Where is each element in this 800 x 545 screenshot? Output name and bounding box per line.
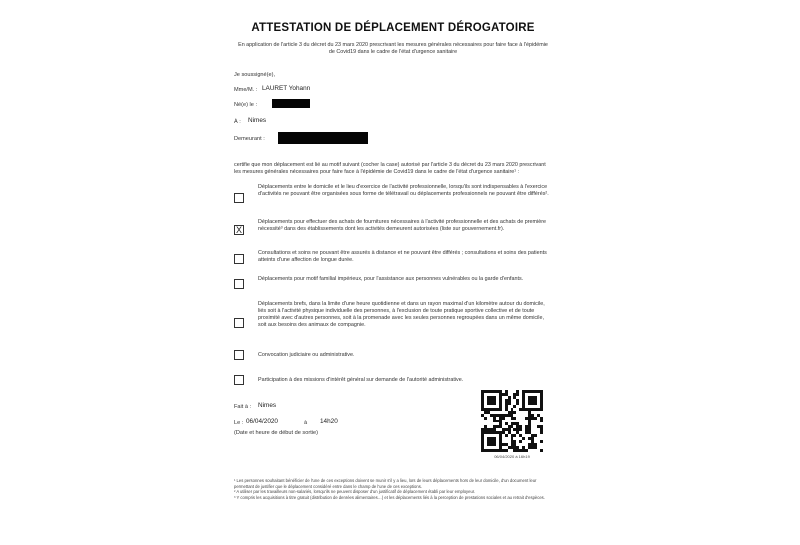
residing-label: Demeurant :	[234, 136, 265, 142]
attestation-page	[228, 12, 558, 540]
checkbox-exercise[interactable]	[234, 318, 244, 328]
form-intro: En application de l'article 3 du décret du 23 mars 2020 prescrivant les mesures générales nécessaires pour faire face à l'épidémie de Covid19 dans le cadre de l'état d'urgence sanitaire	[238, 42, 548, 55]
date-value: 06/04/2020	[246, 418, 278, 425]
made-at-label: Fait à :	[234, 404, 252, 410]
qr-code	[481, 390, 543, 452]
undersigned-label: Je soussigné(e),	[234, 72, 276, 78]
footnote-3: ³ Y compris les acquisitions à titre gratuit (distribution de denrées alimentaires…) et les déplacements liés à la perception de prestations sociales et au retrait d'espèces.	[234, 494, 545, 500]
redacted-birthdate	[272, 99, 310, 108]
option-text: Déplacements entre le domicile et le lieu d'exercice de l'activité professionnelle, lorsqu'ils sont indispensables à l'exercice d'activités ne pouvant être organisées sous forme de télétravail ou déplacements professionnels ne pouvant être différés².	[258, 184, 549, 197]
option-text: Convocation judiciaire ou administrative.	[258, 352, 355, 358]
name-label: Mme/M. :	[234, 87, 258, 93]
option-text: Déplacements brefs, dans la limite d'une heure quotidienne et dans un rayon maximal d'un kilomètre autour du domicile, liés soit à l'activité physique individuelle des personnes, à l'exclusion de toute pratique sportive collective et de toute proximité avec d'autres personnes, soit à la promenade avec les seules personnes regroupées dans un même domicile, soit aux besoins des animaux de compagnie.	[258, 301, 545, 328]
certify-text: certifie que mon déplacement est lié au motif suivant (cocher la case) autorisé par l'article 3 du décret du 23 mars 2020 prescrivant les mesures générales nécessaires pour faire face à l'épidémie de Covid19 dans le cadre de l'état d'urgence sanitaire¹ :	[234, 162, 546, 175]
birthplace-label: À :	[234, 119, 241, 125]
made-at-value: Nimes	[258, 402, 277, 409]
checkbox-summons[interactable]	[234, 350, 244, 360]
option-text: Participation à des missions d'intérêt général sur demande de l'autorité administrative.	[258, 377, 464, 383]
form-title: ATTESTATION DE DÉPLACEMENT DÉROGATOIRE	[251, 22, 535, 34]
time-separator: à	[304, 420, 308, 426]
checkbox-family[interactable]	[234, 279, 244, 289]
checkbox-health[interactable]	[234, 254, 244, 264]
redacted-address	[278, 132, 368, 144]
footnotes	[234, 478, 550, 500]
option-text: Consultations et soins ne pouvant être assurés à distance et ne pouvant être différés ; consultations et soins des patients atteints d'une affection de longue durée.	[258, 250, 547, 263]
born-label: Né(e) le :	[234, 102, 258, 108]
time-value: 14h20	[320, 418, 338, 425]
footnote-2: ² A utiliser par les travailleurs non-salariés, lorsqu'ils ne peuvent disposer d'un justificatif de déplacement établi par leur employeur.	[234, 489, 476, 495]
checkbox-professional[interactable]	[234, 193, 244, 203]
name-value: LAURET Yohann	[262, 85, 311, 92]
option-text: Déplacements pour motif familial impérieux, pour l'assistance aux personnes vulnérables ou la garde d'enfants.	[258, 276, 524, 282]
date-note: (Date et heure de début de sortie)	[234, 430, 318, 436]
option-text: Déplacements pour effectuer des achats de fournitures nécessaires à l'activité professionnelle et des achats de première nécessité³ dans des établissements dont les activités demeurent autorisées (liste sur gouvernement.fr).	[258, 219, 546, 232]
birthplace-value: Nimes	[248, 117, 267, 124]
footnote-1: ¹ Les personnes souhaitant bénéficier de l'une de ces exceptions doivent se munir s'il y a lieu, lors de leurs déplacements hors de leur domicile, d'un document leur permettant de justifier que le déplacement considéré entre dans le champ de l'une de ces exceptions.	[234, 478, 537, 489]
qr-caption: 06/04/2020 à 16h19	[494, 454, 530, 459]
date-label: Le :	[234, 420, 244, 426]
checkbox-purchases[interactable]: X	[235, 225, 242, 235]
checkbox-general-interest[interactable]	[234, 375, 244, 385]
